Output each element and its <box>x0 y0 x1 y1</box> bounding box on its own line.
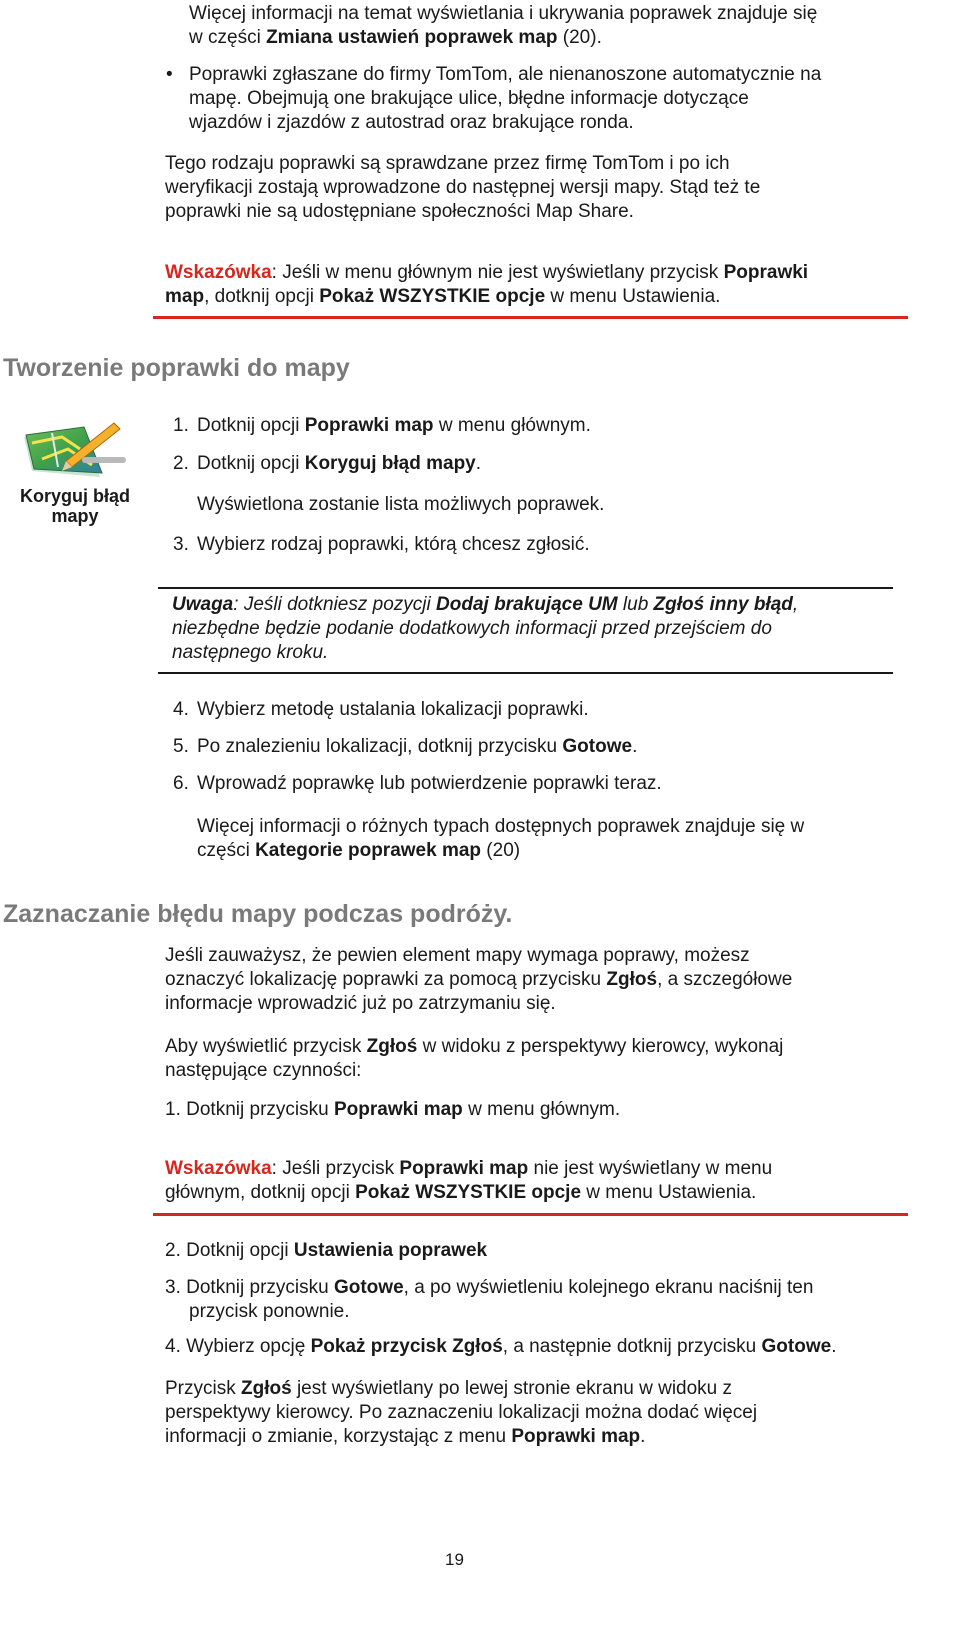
step-1: 1. Dotknij opcji Poprawki map w menu głównym. <box>173 415 591 436</box>
section2-paragraph-3: Przycisk Zgłoś jest wyświetlany po lewej stronie ekranu w widoku z perspektywy kierowcy. Po zaznaczeniu lokalizacji można dodać więcej informacji o zmianie, korzystając z menu Poprawki map. <box>165 1378 758 1447</box>
paragraph-line-1: Tego rodzaju poprawki są sprawdzane przez firmę TomTom i po ich <box>165 153 730 174</box>
paragraph-line-2: weryfikacji zostają wprowadzone do następnej wersji mapy. Stąd też te <box>165 177 761 198</box>
step-2: 2. Dotknij opcji Koryguj błąd mapy. <box>173 453 482 474</box>
page-number: 19 <box>445 1550 464 1569</box>
icon-label: Koryguj błąd mapy <box>19 486 130 526</box>
bullet-line-3: wjazdów i zjazdów z autostrad oraz brakujące ronda. <box>189 112 634 133</box>
bullet-line-2: mapę. Obejmują one brakujące ulice, błędne informacje dotyczące <box>189 88 749 109</box>
section2-step-4: 4. Wybierz opcję Pokaż przycisk Zgłoś, a następnie dotknij przycisku Gotowe. <box>165 1336 837 1357</box>
section2-step-2: 2. Dotknij opcji Ustawienia poprawek <box>165 1240 488 1261</box>
note-top-rule <box>158 587 893 589</box>
section-heading-mark-error: Zaznaczanie błędu mapy podczas podróży. <box>3 900 513 928</box>
section2-paragraph-2: Aby wyświetlić przycisk Zgłoś w widoku z perspektywy kierowcy, wykonaj następujące czynności: <box>165 1036 784 1081</box>
intro-line-1: Więcej informacji na temat wyświetlania i ukrywania poprawek znajduje się <box>189 3 818 24</box>
section2-step-1: 1. Dotknij przycisku Poprawki map w menu głównym. <box>165 1099 621 1120</box>
bullet-item <box>189 63 929 135</box>
step-2-sub: Wyświetlona zostanie lista możliwych poprawek. <box>197 494 605 515</box>
tip-box-1: Wskazówka: Jeśli w menu głównym nie jest wyświetlany przycisk Poprawki map, dotknij opcji Pokaż WSZYSTKIE opcje w menu Ustawienia. <box>165 262 809 307</box>
section2-step-3: 3. Dotknij przycisku Gotowe, a po wyświetleniu kolejnego ekranu naciśnij ten przycisk ponownie. <box>165 1277 814 1322</box>
note-bottom-rule <box>158 672 893 674</box>
step-5: 5. Po znalezieniu lokalizacji, dotknij przycisku Gotowe. <box>173 736 638 757</box>
intro-line-2: w części Zmiana ustawień poprawek map (20). <box>189 27 602 48</box>
intro-link-text: Zmiana ustawień poprawek map <box>266 27 558 48</box>
section2-paragraph-1: Jeśli zauważysz, że pewien element mapy wymaga poprawy, możesz oznaczyć lokalizację poprawki za pomocą przycisku Zgłoś, a szczegółowe informacje wprowadzić już po zatrzymaniu się. <box>165 945 793 1014</box>
tip-box-2: Wskazówka: Jeśli przycisk Poprawki map nie jest wyświetlany w menu głównym, dotknij opcji Pokaż WSZYSTKIE opcje w menu Ustawienia. <box>165 1158 773 1203</box>
tip-divider-1 <box>153 316 908 319</box>
step-6: 6. Wprowadź poprawkę lub potwierdzenie poprawki teraz. <box>173 773 662 794</box>
step-4: 4. Wybierz metodę ustalania lokalizacji poprawki. <box>173 699 589 720</box>
step-6-sub: Więcej informacji o różnych typach dostępnych poprawek znajduje się w części Kategorie poprawek map (20) <box>197 816 805 861</box>
step-3: 3. Wybierz rodzaj poprawki, którą chcesz zgłosić. <box>173 534 590 555</box>
note-label: Uwaga <box>172 594 234 615</box>
section-heading-create-fix: Tworzenie poprawki do mapy <box>3 354 350 382</box>
map-with-pencil-icon <box>22 419 128 481</box>
paragraph-verification <box>165 152 925 224</box>
paragraph-line-3: poprawki nie są udostępniane społeczności Map Share. <box>165 201 634 222</box>
bullet-marker: • <box>166 64 173 85</box>
note-box: Uwaga: Jeśli dotkniesz pozycji Dodaj brakujące UM lub Zgłoś inny błąd, niezbędne będzie podanie dodatkowych informacji przed przejściem do następnego kroku. <box>172 594 799 663</box>
bullet-line-1: Poprawki zgłaszane do firmy TomTom, ale nienanoszone automatycznie na <box>189 64 822 85</box>
tip-label: Wskazówka <box>165 262 272 283</box>
intro-text <box>189 2 929 50</box>
tip-divider-2 <box>153 1213 908 1216</box>
tip-label: Wskazówka <box>165 1158 272 1179</box>
